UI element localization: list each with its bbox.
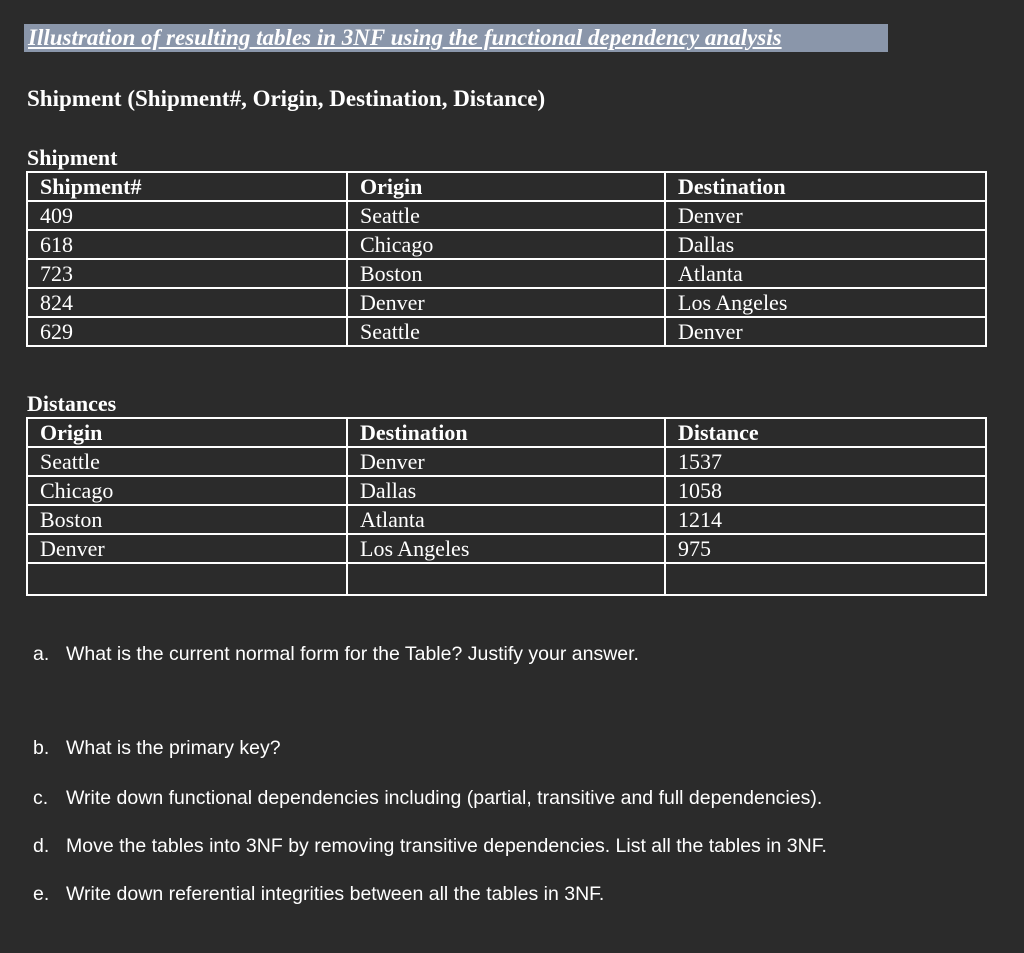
table-row [27, 317, 986, 346]
table-cell: 723 [27, 259, 347, 288]
table-cell: Atlanta [665, 259, 986, 288]
question-text: Write down referential integrities between all the tables in 3NF. [66, 883, 605, 905]
table-cell: 824 [27, 288, 347, 317]
question-letter: c. [33, 787, 49, 809]
page-title: Illustration of resulting tables in 3NF using the functional dependency analysis [28, 25, 782, 50]
question-letter: a. [33, 643, 50, 665]
table-row [27, 534, 986, 563]
distances-table [26, 417, 987, 596]
table-cell: 975 [665, 534, 986, 563]
table-cell [347, 563, 665, 595]
table-row-empty [27, 563, 986, 595]
table-cell: Chicago [347, 230, 665, 259]
table-cell: Los Angeles [665, 288, 986, 317]
table-row [27, 259, 986, 288]
question-text: Write down functional dependencies including (partial, transitive and full dependencies). [66, 787, 823, 809]
table-header-row [27, 418, 986, 447]
table-cell: 1058 [665, 476, 986, 505]
table-cell: 1214 [665, 505, 986, 534]
table-cell: Denver [665, 201, 986, 230]
shipment-table-caption: Shipment [27, 145, 118, 170]
column-header: Destination [665, 172, 986, 201]
table-cell: Boston [347, 259, 665, 288]
table-cell: Chicago [27, 476, 347, 505]
table-row [27, 288, 986, 317]
table-cell: Los Angeles [347, 534, 665, 563]
table-row [27, 201, 986, 230]
table-cell: Denver [27, 534, 347, 563]
column-header: Destination [347, 418, 665, 447]
question-letter: e. [33, 883, 50, 905]
table-cell: Dallas [665, 230, 986, 259]
table-cell: 629 [27, 317, 347, 346]
table-row [27, 505, 986, 534]
question-b [33, 736, 281, 760]
question-a [33, 642, 639, 666]
table-cell: Seattle [347, 317, 665, 346]
column-header: Origin [347, 172, 665, 201]
table-cell: 409 [27, 201, 347, 230]
column-header: Shipment# [27, 172, 347, 201]
table-cell: Atlanta [347, 505, 665, 534]
column-header: Distance [665, 418, 986, 447]
table-cell [665, 563, 986, 595]
table-cell: Denver [347, 288, 665, 317]
table-cell: Denver [665, 317, 986, 346]
question-d [33, 834, 827, 858]
table-row [27, 230, 986, 259]
table-cell: 1537 [665, 447, 986, 476]
table-header-row [27, 172, 986, 201]
question-letter: d. [33, 835, 50, 857]
column-header: Origin [27, 418, 347, 447]
distances-table-caption: Distances [27, 391, 117, 416]
shipment-table [26, 171, 987, 347]
table-row [27, 476, 986, 505]
question-e [33, 882, 604, 906]
table-row [27, 447, 986, 476]
table-cell: Boston [27, 505, 347, 534]
question-letter: b. [33, 737, 50, 759]
question-text: What is the current normal form for the Table? Justify your answer. [66, 643, 639, 665]
table-cell: 618 [27, 230, 347, 259]
table-cell: Seattle [347, 201, 665, 230]
table-cell [27, 563, 347, 595]
table-cell: Dallas [347, 476, 665, 505]
question-c [33, 786, 822, 810]
schema-definition: Shipment (Shipment#, Origin, Destination, Distance) [27, 86, 546, 111]
question-text: Move the tables into 3NF by removing transitive dependencies. List all the tables in 3NF. [66, 835, 827, 857]
table-cell: Denver [347, 447, 665, 476]
table-cell: Seattle [27, 447, 347, 476]
question-text: What is the primary key? [66, 737, 281, 759]
